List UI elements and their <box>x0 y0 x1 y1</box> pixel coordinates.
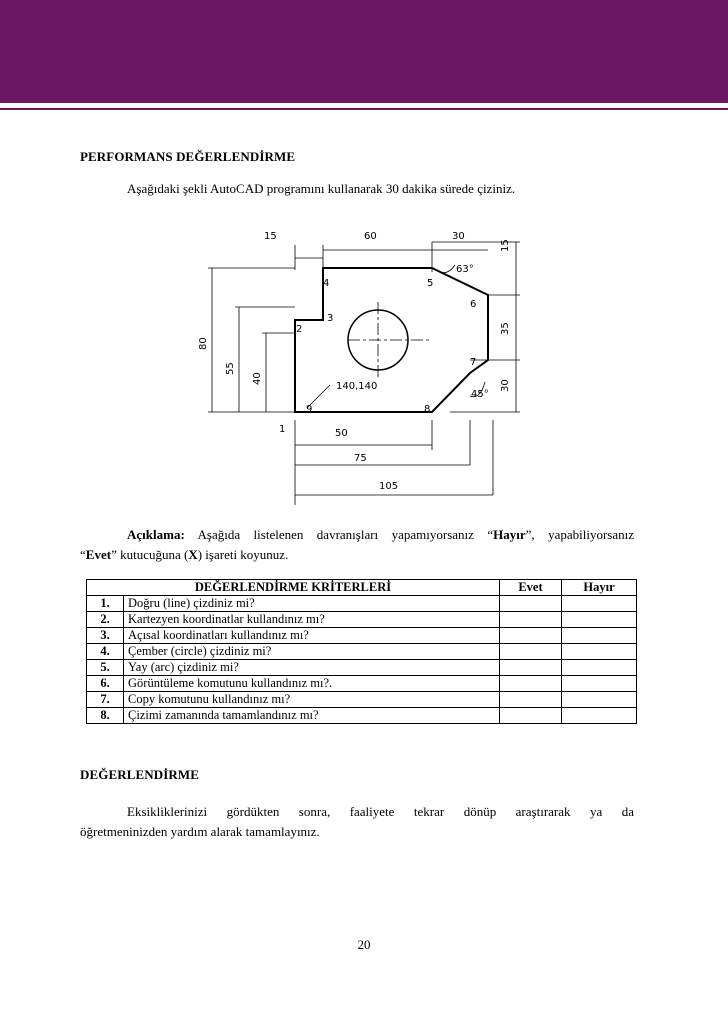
table-row <box>87 644 637 660</box>
table-row <box>87 676 637 692</box>
no-checkbox-cell[interactable] <box>562 676 637 692</box>
dim-35: 35 <box>500 322 511 335</box>
row-number: 7. <box>87 692 124 708</box>
dim-15-right: 15 <box>500 239 511 252</box>
dim-50: 50 <box>335 428 348 439</box>
point-1: 1 <box>279 424 286 435</box>
yes-checkbox-cell[interactable] <box>500 596 562 612</box>
dim-75: 75 <box>354 453 367 464</box>
row-number: 6. <box>87 676 124 692</box>
point-3: 3 <box>327 313 334 324</box>
yes-header: Evet <box>500 580 562 596</box>
yes-checkbox-cell[interactable] <box>500 676 562 692</box>
yes-checkbox-cell[interactable] <box>500 708 562 724</box>
row-number: 5. <box>87 660 124 676</box>
no-checkbox-cell[interactable] <box>562 596 637 612</box>
point-6: 6 <box>470 299 477 310</box>
performance-title: PERFORMANS DEĞERLENDİRME <box>80 149 296 164</box>
point-8: 8 <box>424 404 431 415</box>
row-number: 1. <box>87 596 124 612</box>
table-row <box>87 708 637 724</box>
table-row <box>87 660 637 676</box>
header-band <box>0 0 728 103</box>
row-criterion: Kartezyen koordinatlar kullandınız mı? <box>124 612 500 628</box>
yes-checkbox-cell[interactable] <box>500 660 562 676</box>
dim-45-angle: 45° <box>471 389 489 400</box>
page-number: 20 <box>357 937 371 952</box>
evaluation-title: DEĞERLENDİRME <box>80 767 200 782</box>
yes-checkbox-cell[interactable] <box>500 612 562 628</box>
no-checkbox-cell[interactable] <box>562 612 637 628</box>
explanation-line1: Açıklama: Aşağıda listelenen davranışları yapamıyorsanız “Hayır”, yapabiliyorsanız <box>127 527 635 542</box>
header-divider <box>0 108 728 110</box>
row-criterion: Çizimi zamanında tamamlandınız mı? <box>124 708 500 724</box>
table-row <box>87 612 637 628</box>
dim-15-top: 15 <box>264 231 277 242</box>
dim-105: 105 <box>379 481 399 492</box>
row-number: 8. <box>87 708 124 724</box>
table-header-row <box>87 580 637 596</box>
row-criterion: Doğru (line) çizdiniz mi? <box>124 596 500 612</box>
no-checkbox-cell[interactable] <box>562 708 637 724</box>
yes-checkbox-cell[interactable] <box>500 644 562 660</box>
dim-40: 40 <box>252 372 263 385</box>
row-criterion: Açısal koordinatları kullandınız mı? <box>124 628 500 644</box>
dim-80: 80 <box>198 337 209 350</box>
criteria-header: DEĞERLENDİRME KRİTERLERİ <box>87 580 500 596</box>
yes-checkbox-cell[interactable] <box>500 628 562 644</box>
point-7: 7 <box>470 357 477 368</box>
row-number: 3. <box>87 628 124 644</box>
evaluation-line2: öğretmeninizden yardım alarak tamamlayınız. <box>80 824 320 839</box>
row-criterion: Görüntüleme komutunu kullandınız mı?. <box>124 676 500 692</box>
no-checkbox-cell[interactable] <box>562 644 637 660</box>
dim-60: 60 <box>364 231 377 242</box>
criteria-table <box>86 579 637 724</box>
explanation-label: Açıklama: <box>127 527 185 542</box>
row-number: 2. <box>87 612 124 628</box>
evaluation-line1: Eksikliklerinizi gördükten sonra, faaliyete tekrar dönüp araştırarak ya da <box>127 804 634 819</box>
point-9: 9 <box>306 404 313 415</box>
row-criterion: Yay (arc) çizdiniz mi? <box>124 660 500 676</box>
no-checkbox-cell[interactable] <box>562 660 637 676</box>
point-5: 5 <box>427 278 434 289</box>
dim-30-right: 30 <box>500 379 511 392</box>
explanation-line2: “Evet” kutucuğuna (X) işareti koyunuz. <box>80 547 289 562</box>
instruction-text: Aşağıdaki şekli AutoCAD programını kullanarak 30 dakika sürede çiziniz. <box>127 181 516 196</box>
table-row <box>87 692 637 708</box>
yes-checkbox-cell[interactable] <box>500 692 562 708</box>
coord-label: 140,140 <box>336 381 378 392</box>
row-number: 4. <box>87 644 124 660</box>
dim-30-top: 30 <box>452 231 465 242</box>
row-criterion: Copy komutunu kullandınız mı? <box>124 692 500 708</box>
dim-63-angle: 63° <box>456 264 474 275</box>
technical-drawing <box>190 220 530 505</box>
dim-55: 55 <box>225 362 236 375</box>
point-4: 4 <box>323 278 330 289</box>
point-2: 2 <box>296 324 303 335</box>
row-criterion: Çember (circle) çizdiniz mi? <box>124 644 500 660</box>
no-header: Hayır <box>562 580 637 596</box>
table-row <box>87 596 637 612</box>
no-checkbox-cell[interactable] <box>562 692 637 708</box>
no-checkbox-cell[interactable] <box>562 628 637 644</box>
table-row <box>87 628 637 644</box>
